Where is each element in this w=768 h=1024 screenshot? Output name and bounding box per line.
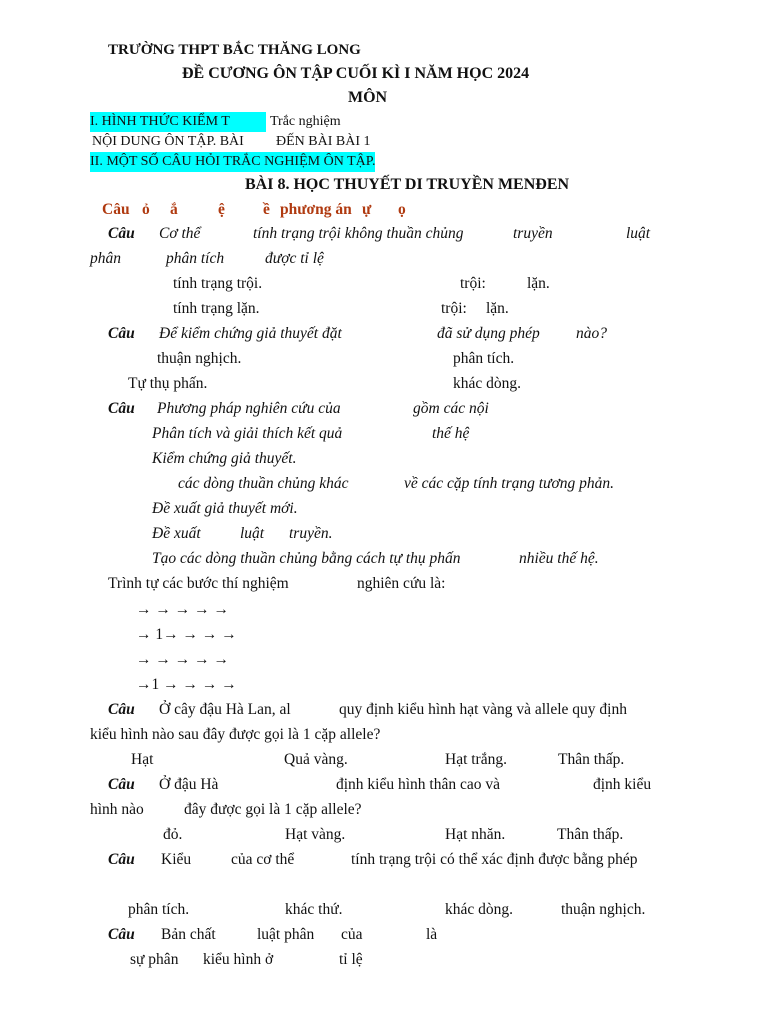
document-page: TRƯỜNG THPT BẮC THĂNG LONG ĐỀ CƯƠNG ÔN TẬP CUỐI KÌ I NĂM HỌC 2024 MÔN I. HÌNH THỨC KIỂM T Trắc nghiệm NỘI DUNG ÔN TẬP. BÀI ĐẾN BÀI BÀI 1 II. MỘT SỐ CÂU HỎI TRẮC NGHIỆM ÔN TẬP. BÀI 8. HỌC THUYẾT DI TRUYỀN MENĐEN Câu ỏ ắ ệ ề phương án ự ọ Câu Cơ thể tính trạng trội không thuần chủng truyền luật phân phân tích được tỉ lệ tính trạng trội. trội: lặn. tính trạng lặn. trội: lặn. Câu Để kiểm chứng giả thuyết đặt đã sử dụng phép nào? thuận nghịch. phân tích. Tự thụ phấn. khác dòng. Câu Phương pháp nghiên cứu của gồm các nội Phân tích và giải thích kết quả thế hệ Kiểm chứng giả thuyết. các dòng thuần chủng khác về các cặp tính trạng tương phản. Đề xuất giả thuyết mới. Đề xuất luật truyền. Tạo các dòng thuần chủng bằng cách tự thụ phấn nhiều thế hệ. Trình tự các bước thí nghiệm nghiên cứu là: → → → → → → 1→ → → → → → → → → →1 → → → → Câu Ở cây đậu Hà Lan, al quy định kiểu hình hạt vàng và allele quy định kiểu hình nào sau đây được gọi là 1 cặp allele? Hạt Quả vàng. Hạt trắng. Thân thấp. Câu Ở đậu Hà định kiểu hình thân cao và định kiểu hình nào đây được gọi là 1 cặp allele? đỏ. Hạt vàng. Hạt nhăn. Thân thấp. Câu Kiểu của cơ thể tính trạng trội có thể xác định được bằng phép phân tích. khác thứ. khác dòng. thuận nghịch. Câu Bản chất luật phân của là sự phân kiểu hình ở tỉ lệ bbox=[90, 42, 652, 968]
option-c: khác dòng. bbox=[445, 901, 514, 918]
option-d: thuận nghịch. bbox=[561, 901, 646, 918]
option-a: thuận nghịch. bbox=[157, 350, 242, 367]
option-c: → → → → → bbox=[136, 651, 229, 668]
option-c: Tự thụ phấn. bbox=[128, 375, 208, 392]
question-label: Câu bbox=[108, 701, 135, 718]
option-d: trội: bbox=[441, 300, 467, 317]
option-a: → → → → → bbox=[136, 601, 229, 618]
step-5: Đề xuất bbox=[152, 525, 201, 542]
option-b: trội: bbox=[460, 275, 486, 292]
option-c: Hạt nhăn. bbox=[445, 826, 506, 843]
question-label: Câu bbox=[108, 926, 135, 943]
option-d: →1 → → → → bbox=[136, 676, 237, 693]
form-label: I. HÌNH THỨC KIỂM T bbox=[90, 112, 266, 132]
option-a: Hạt bbox=[131, 751, 154, 768]
document-title: ĐỀ CƯƠNG ÔN TẬP CUỐI KÌ I NĂM HỌC 2024 bbox=[182, 65, 530, 82]
step-2: Kiểm chứng giả thuyết. bbox=[152, 450, 297, 467]
option-c: Hạt trắng. bbox=[445, 751, 507, 768]
option-b: Hạt vàng. bbox=[285, 826, 346, 843]
option-b: khác thứ. bbox=[285, 901, 343, 918]
option-d: Thân thấp. bbox=[557, 826, 624, 843]
section-2-heading: II. MỘT SỐ CÂU HỎI TRẮC NGHIỆM ÔN TẬP. bbox=[90, 152, 375, 172]
lesson-title: BÀI 8. HỌC THUYẾT DI TRUYỀN MENĐEN bbox=[245, 176, 570, 193]
option-a: đỏ. bbox=[163, 826, 183, 843]
form-value: Trắc nghiệm bbox=[270, 114, 341, 129]
option-c: tính trạng lặn. bbox=[173, 300, 260, 317]
sequence-prompt: Trình tự các bước thí nghiệm bbox=[108, 575, 289, 592]
step-6: Tạo các dòng thuần chủng bằng cách tự thụ phấn bbox=[152, 550, 461, 567]
content-range-start: NỘI DUNG ÔN TẬP. BÀI bbox=[92, 134, 244, 149]
step-4: Đề xuất giả thuyết mới. bbox=[152, 500, 298, 517]
question-label: Câu bbox=[108, 325, 135, 342]
option-b: → 1→ → → → bbox=[136, 626, 237, 643]
option-d: Thân thấp. bbox=[558, 751, 625, 768]
option-b: phân tích. bbox=[453, 350, 515, 367]
question-label: Câu bbox=[108, 851, 135, 868]
subject-heading: MÔN bbox=[348, 89, 388, 106]
option-b: Quả vàng. bbox=[284, 751, 348, 768]
question-label: Câu bbox=[108, 400, 135, 417]
option-a: phân tích. bbox=[128, 901, 190, 918]
question-label: Câu bbox=[108, 225, 135, 242]
content-range-end: ĐẾN BÀI BÀI 1 bbox=[276, 134, 371, 149]
option-d: khác dòng. bbox=[453, 375, 522, 392]
option-a: tính trạng trội. bbox=[173, 275, 263, 292]
step-1: Phân tích và giải thích kết quả bbox=[152, 425, 343, 442]
step-3: các dòng thuần chủng khác bbox=[178, 475, 349, 492]
school-name: TRƯỜNG THPT BẮC THĂNG LONG bbox=[108, 42, 361, 58]
question-label: Câu bbox=[108, 776, 135, 793]
